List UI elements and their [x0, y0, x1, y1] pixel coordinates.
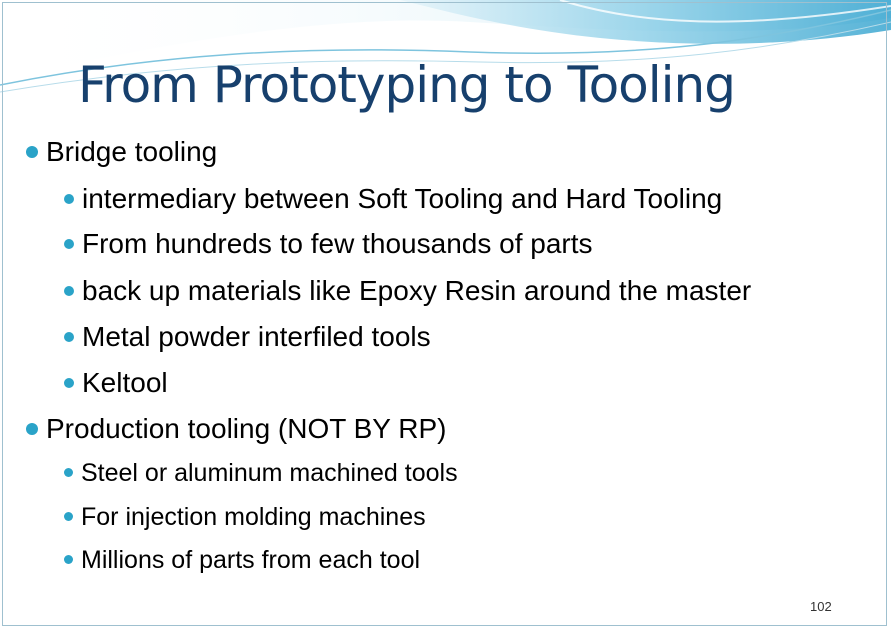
bullet-text: Steel or aluminum machined tools: [81, 459, 458, 487]
bullet-text: For injection molding machines: [81, 503, 426, 531]
bullet-dot-icon: [64, 378, 74, 388]
bullet-dot-icon: [64, 555, 73, 564]
bullet-item: [64, 320, 431, 354]
bullet-text: Production tooling (NOT BY RP): [46, 413, 447, 444]
bullet-dot-icon: [64, 512, 73, 521]
bullet-text: From hundreds to few thousands of parts: [82, 228, 593, 259]
bullet-dot-icon: [64, 286, 74, 296]
bullet-text: Metal powder interfiled tools: [82, 321, 431, 352]
bullet-item: [64, 500, 426, 534]
bullet-text: back up materials like Epoxy Resin around the master: [82, 275, 752, 306]
bullet-dot-icon: [64, 194, 74, 204]
bullet-item: [26, 412, 446, 446]
bullet-text: Keltool: [82, 367, 168, 398]
bullet-dot-icon: [26, 423, 38, 435]
bullet-item: [64, 456, 458, 490]
bullet-dot-icon: [64, 332, 74, 342]
bullet-item: [64, 227, 593, 261]
bullet-text: Millions of parts from each tool: [81, 546, 421, 574]
bullet-item: [64, 543, 420, 577]
slide-title: From Prototyping to Tooling: [78, 56, 735, 114]
bullet-dot-icon: [64, 239, 74, 249]
bullet-dot-icon: [64, 468, 73, 477]
bullet-item: [64, 182, 722, 216]
bullet-text: Bridge tooling: [46, 136, 218, 167]
bullet-item: [64, 366, 168, 400]
bullet-dot-icon: [26, 146, 38, 158]
page-number: 102: [810, 599, 832, 614]
bullet-item: [26, 135, 217, 169]
bullet-item: [64, 274, 751, 308]
bullet-text: intermediary between Soft Tooling and Hard Tooling: [82, 183, 723, 214]
